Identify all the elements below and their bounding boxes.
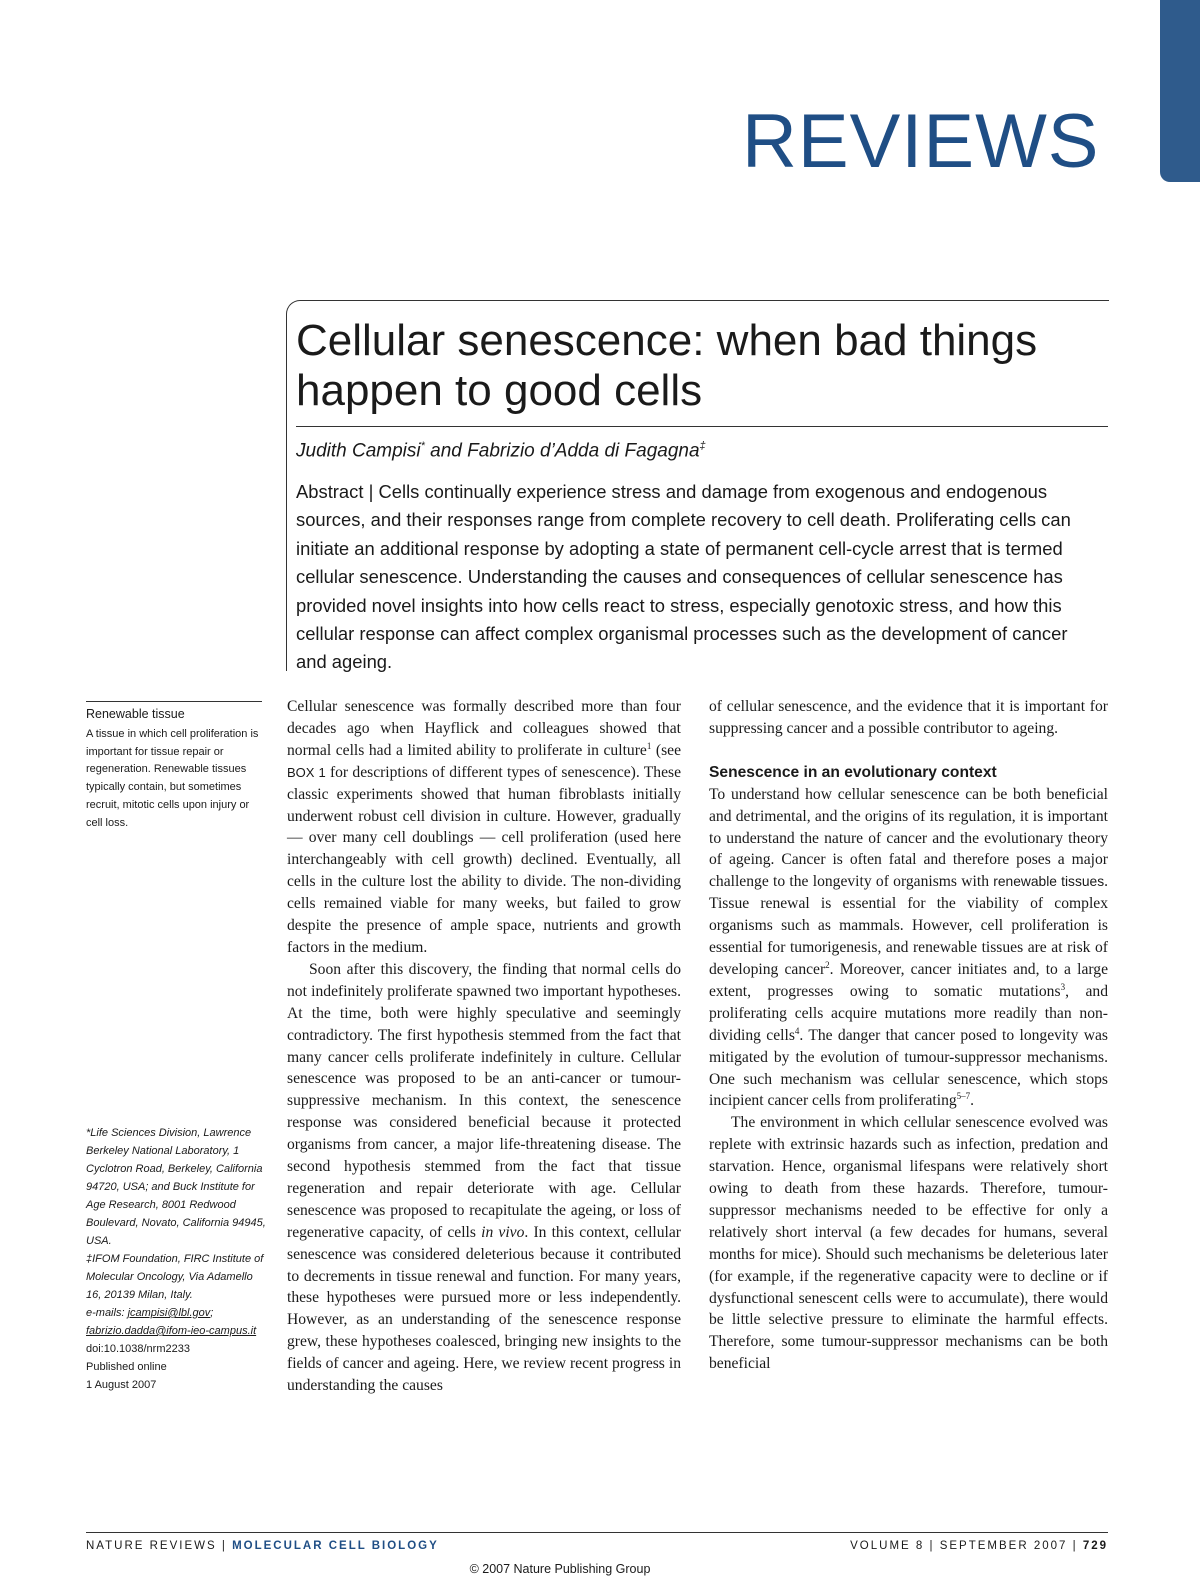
text-run: . xyxy=(970,1092,975,1110)
citation-ref[interactable]: 3 xyxy=(1060,981,1066,992)
text-run: (see xyxy=(651,741,681,759)
box-ref[interactable]: BOX 1 xyxy=(287,764,326,780)
footer-separator: | xyxy=(1067,1540,1083,1552)
text-run: Soon after this discovery, the finding that normal cells do not indefinitely proliferate spawned two important hypotheses. At the time, both were highly speculative and seemingly contradictory. The first hypothesis stemmed from the fact that many cancer cells proliferate indefinitely in culture. Cellular senescence was proposed to be an anti-cancer or tumour-suppressive mechanism. In this context, the senescence response was considered beneficial because it protected organisms from cancer, a major life-threatening disease. The second hypothesis stemmed from the fact that tissue regeneration and repair deteriorate with age. Cellular senescence was proposed to recapitulate the ageing, or loss of regenerative capacity, of cells xyxy=(287,960,681,1241)
abstract xyxy=(296,478,1100,677)
email-line xyxy=(86,1304,266,1340)
text-run: To understand how cellular senescence can be both beneficial and detrimental, and the origins of its regulation, it is important to understand the nature of cancer and the evolutionary theory of ageing. Cancer is often fatal and therefore poses a major challenge to the longevity of organisms with xyxy=(709,785,1108,891)
body-paragraph-2 xyxy=(287,959,681,1397)
abstract-label: Abstract xyxy=(296,481,364,502)
issue-date: SEPTEMBER 2007 xyxy=(939,1540,1068,1552)
author-line xyxy=(296,440,706,462)
footer-separator: | xyxy=(216,1540,233,1552)
citation-ref[interactable]: 2 xyxy=(825,959,830,970)
italic-term: in vivo xyxy=(481,1223,525,1241)
text-run: . The danger that cancer posed to longevity was mitigated by the evolution of tumour-suppressor mechanisms. One such mechanism was cellular senescence, which stops incipient cancer cells from proliferating xyxy=(709,1026,1108,1110)
journal-name: NATURE REVIEWS xyxy=(86,1540,217,1552)
email-link-2[interactable]: fabrizio.dadda@ifom-ieo-campus.it xyxy=(86,1325,257,1337)
section-label: REVIEWS xyxy=(742,99,1100,184)
author-2-mark: ‡ xyxy=(699,440,706,452)
body-paragraph-4 xyxy=(709,784,1108,1113)
body-column-1 xyxy=(287,696,681,1397)
citation-ref[interactable]: 4 xyxy=(794,1025,800,1036)
body-paragraph-5: The environment in which cellular senescence evolved was replete with extrinsic hazards such as infection, predation and starvation. Hence, organismal lifespans were relatively short owing to death from these hazards. Therefore, tumour-suppressor mechanisms needed to be effective for only a relatively short interval (a few decades for humans, several months for mice). Should such mechanisms be deleterious later (for example, if the regenerative capacity were to decline or if dysfunctional senescent cells were to accumulate), there would be little selective pressure to eliminate the harmful effects. Therefore, some tumour-suppressor mechanisms can be both beneficial xyxy=(709,1114,1108,1373)
section-color-tab xyxy=(1160,0,1200,182)
title-divider xyxy=(296,426,1108,427)
section-heading: Senescence in an evolutionary context xyxy=(709,763,997,781)
glossary-term: Renewable tissue xyxy=(86,707,185,721)
glossary-definition: A tissue in which cell proliferation is important for tissue repair or regeneration. Renewable tissues typically contain, but sometimes recruit, mitotic cells upon injury or cell loss. xyxy=(86,727,259,829)
text-run: , and proliferating cells acquire mutations more readily than non-dividing cells xyxy=(709,982,1108,1044)
body-paragraph-3: of cellular senescence, and the evidence that it is important for suppressing cancer and a possible contributor to ageing. xyxy=(709,698,1108,737)
email-label: e-mails: xyxy=(86,1307,128,1319)
author-joiner: and xyxy=(424,440,468,462)
affiliation-1: *Life Sciences Division, Lawrence Berkeley National Laboratory, 1 Cyclotron Road, Berkeley, California 94720, USA; and Buck Institute for Age Research, 8001 Redwood Boulevard, Novato, California 94945, USA. xyxy=(86,1127,266,1247)
footer-volume xyxy=(850,1540,1108,1552)
page-number: 729 xyxy=(1082,1540,1108,1552)
footer-separator: | xyxy=(924,1540,940,1552)
glossary-box xyxy=(86,706,264,833)
author-1: Judith Campisi xyxy=(296,440,421,462)
body-paragraph-1 xyxy=(287,696,681,959)
footer-journal xyxy=(86,1540,439,1552)
email-separator: ; xyxy=(210,1307,214,1319)
volume: VOLUME 8 xyxy=(850,1540,925,1552)
margin-divider xyxy=(86,701,262,702)
doi: doi:10.1038/nrm2233 xyxy=(86,1343,190,1355)
footer-divider xyxy=(86,1532,1108,1533)
citation-ref[interactable]: 1 xyxy=(646,740,652,751)
abstract-separator: | xyxy=(363,481,379,502)
article-title: Cellular senescence: when bad things happen to good cells xyxy=(296,316,1038,415)
body-column-2 xyxy=(709,696,1108,1375)
text-run: . In this context, cellular senescence was considered deleterious because it contributed to decrements in tissue renewal and function. For many years, these hypotheses were pursued more or less independently. However, as an understanding of the senescence response grew, these hypotheses coalesced, bringing new insights to the fields of cancer and ageing. Here, we review recent progress in understanding the causes xyxy=(287,1223,681,1395)
author-1-mark: * xyxy=(420,440,425,452)
published-label: Published online xyxy=(86,1361,167,1373)
email-link-1[interactable]: jcampisi@lbl.gov xyxy=(127,1307,211,1319)
citation-ref[interactable]: 5–7 xyxy=(956,1091,971,1102)
affiliations xyxy=(86,1124,266,1394)
abstract-text: Cells continually experience stress and damage from exogenous and endogenous sources, and their responses range from complete recovery to cell death. Proliferating cells can initiate an additional response by adopting a state of permanent cell-cycle arrest that is termed cellular senescence. Understanding the causes and consequences of cellular senescence has provided novel insights into how cells react to stress, especially genotoxic stress, and how this cellular response can affect complex organismal processes such as the development of cancer and ageing. xyxy=(296,481,1071,673)
subjournal-name: MOLECULAR CELL BIOLOGY xyxy=(232,1540,439,1552)
text-run: for descriptions of different types of senescence). These classic experiments showed that human fibroblasts initially underwent robust cell division in culture. However, gradually — over many cell doublings — cell proliferation (used here interchangeably with cell growth) declined. Eventually, all cells in the culture lost the ability to divide. The non-dividing cells remained viable for many weeks, but failed to grow despite the presence of ample space, nutrients and growth factors in the medium. xyxy=(287,763,681,956)
text-run: Cellular senescence was formally described more than four decades ago when Hayflick and colleagues showed that normal cells had a limited ability to proliferate in culture xyxy=(287,698,681,759)
author-2: Fabrizio d’Adda di Fagagna xyxy=(467,440,700,462)
copyright: © 2007 Nature Publishing Group xyxy=(469,1562,651,1576)
glossary-term-link[interactable]: renewable tissues xyxy=(993,874,1105,890)
text-run: . Moreover, cancer initiates and, to a large extent, progresses owing to somatic mutations xyxy=(709,960,1108,1000)
text-run: . Tissue renewal is essential for the viability of complex organisms such as mammals. However, cell proliferation is essential for tumorigenesis, and renewable tissues are at risk of developing cancer xyxy=(709,873,1108,978)
affiliation-2: ‡IFOM Foundation, FIRC Institute of Molecular Oncology, Via Adamello 16, 20139 Milan, Italy. xyxy=(86,1253,264,1301)
published-date: 1 August 2007 xyxy=(86,1379,157,1391)
